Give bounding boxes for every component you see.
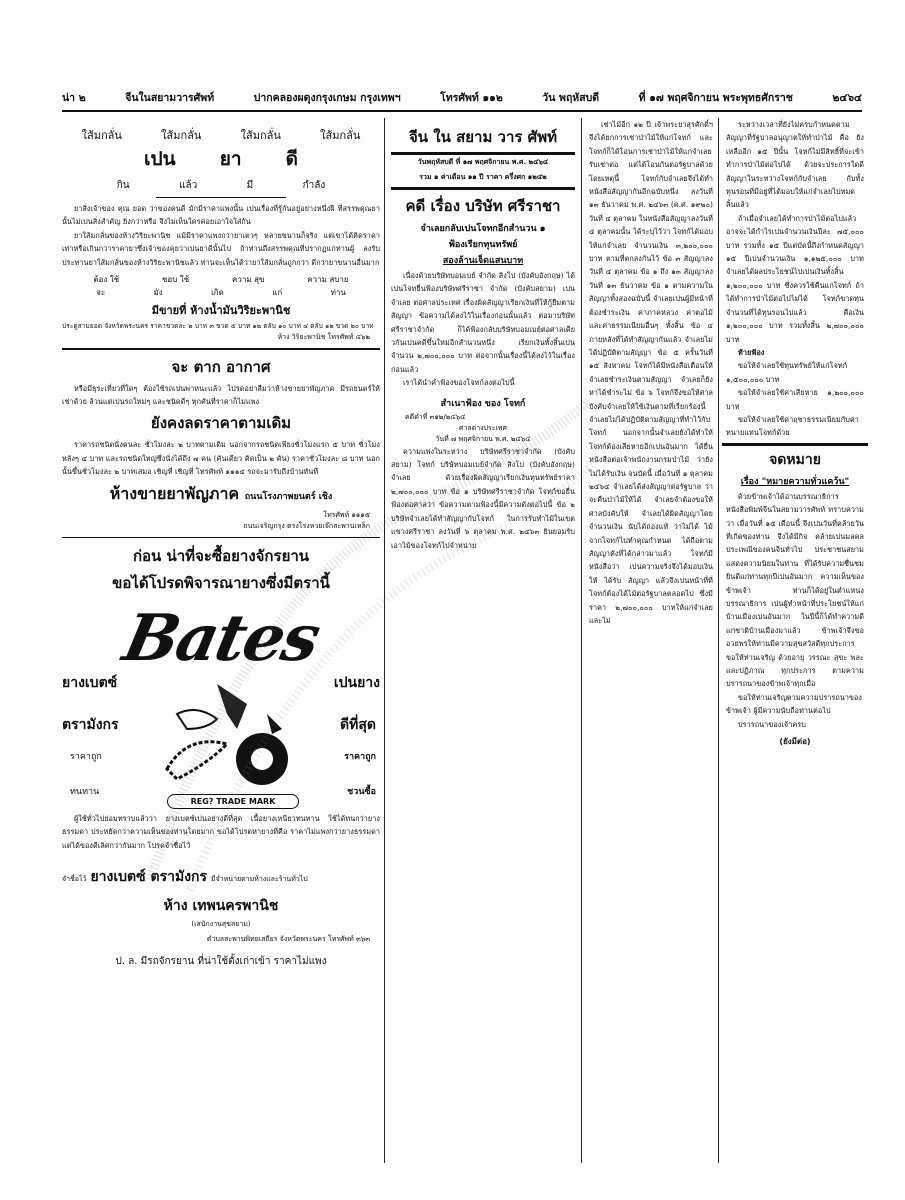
agent-name: ห้าง เทพนครพานิช (163, 898, 279, 915)
ad-right-text: ราคาถูก (344, 752, 376, 763)
ad-right-text: ดีที่สุด (340, 717, 376, 734)
divider (391, 152, 575, 155)
phone-number: โทรศัพท์ ๑๑๒ (440, 91, 503, 104)
story-body: ความแพ่งในระหว่าง บริษัทศรีราชาจำกัด (บังคับสยาม) โจทก์ บริษัทบอมเบย์จำกัด สิงโป (บังคับอังกฤษ) จำเลย ด้วยเรื่องผิดสัญญาเรียกเงินทุนทรัพย์ราคา ๒,๗๐๐,๐๐๐ บาท ข้อ ๑ บริษัทศรีราชาจำกัด โจทก์ขอยื่นฟ้องต่อศาลว่า ข้อความตามฟ้องนี้มีความดังต่อไปนี้ ข้อ ๒ บริษัทจำเลยได้ทำสัญญากับโจทก์ ในการรับทำไม้ในเขตแขวงศรีราชา ลงวันที่ ๖ ตุลาคม พ.ศ. ๒๔๖๓ ยินยอมรับเอาไม้ของโจทก์ไปจำหน่าย (391, 446, 575, 550)
ad-right-text: เปนยาง (333, 675, 380, 692)
issue-date: ที่ ๑๗ พฤศจิกายน พระพุทธศักราช (638, 91, 793, 104)
publisher-address: ปากคลองผดุงกรุงเกษม กรุงเทพฯ (253, 91, 401, 104)
ad-yaklan (62, 126, 380, 343)
ad-bates-tyres (62, 544, 380, 1064)
ad-body: หรือมีธุระเที่ยวที่ใดๆ ต้องใช้รถเปนพาหนะแล้ว โปรดอย่าลืมว่าห้างขายยาพัญภาค มีรถยนตร์ให้เช่าด้วย ล้วนแต่เปนรถใหม่ๆ และชนิดดีๆ ทุกคันที่ราคาก็ไม่แพง (62, 383, 380, 406)
brand-line: จำชื่อไว้ ยางเบตซ์ ตรามังกร มีจำหน่ายตามห้างและร้านทั่วไป (62, 869, 308, 886)
story-body: ระหว่างเวลาที่ยังไม่ครบกำหนดตามสัญญาที่รัฐบาลอนุญาตให้ทำป่าไม้ คือ ยังเหลืออีก ๑๕ ปีนั้น โจทก์ไม่มีสิทธิ์ที่จะเข้าทำการป่าไม้ต่อไปได้ ด้วยจะประการใดดี สัญญาในระหว่างโจทก์กับจำเลย กับทั้งทุนรอนที่มีอยู่ที่ได้มอบให้แก่จำเลยไปหมดสิ้นแล้ว ถ้าเมื่อจำเลยได้ทำการป่าไม้ต่อไปแล้ว อาจจะได้กำไรเปนจำนวนเงินปีละ ๗๕,๐๐๐ บาท รวมทั้ง ๑๕ ปีแต่บัดนี้ถึงกำหนดสัญญา ๑๕ ปีเปนจำนวนเงิน ๑,๑๒๕,๐๐๐ บาท จำเลยได้ผลประโยชน์ไปเปนเงินทั้งสิ้น ๑,๒๐๐,๐๐๐ บาท ซึ่งควรใช้คืนแก่โจทก์ ถ้าได้ทำการป่าไม้ต่อไปไม่ได้ โจทก์ขาดทุนจำนวนที่ได้ทุนรอนไปแล้ว คือเงิน ๑,๒๐๐,๐๐๐ บาท รวมทั้งสิ้น ๒,๗๐๐,๐๐๐ บาท ท้ายฟ้อง ขอให้จำเลยใช้ทุนทรัพย์ให้แก่โจทก์ ๑,๕๐๐,๐๐๐ บาท ขอให้จำเลยใช้ค่าเสียหาย ๑,๒๐๐,๐๐๐ บาท ขอให้จำเลยใช้ค่าฤชาธรรมเนียมกับค่าทนายแทนโจทก์ด้วย (726, 120, 864, 438)
issue-year: ๒๔๖๔ (832, 91, 862, 104)
story-body: เนื่องด้วยบริษัทบอมเบย์ จำกัด สิงโป (บังคับอังกฤษ) ได้เปนโจทยื่นฟ้องบริษัทศรีราชา จำกัด (บังคับสยาม) เปนจำเลย ต่อศาลประเทศ เรื่องผิดสัญญาเรียกเงินที่ให้กู้ยืมตามสัญญา ข้อความได้ลงไว้ในเรื่องก่อนนั้นแล้ว ต่อมาบริษัทศรีราชาจำกัด ก็ได้ฟ้องกลับบริษัทบอมเบย์ต่อศาลเดียวกันเปนคดีขึ้นใหม่อีกสำนวนหนึ่ง เรียกเงินทั้งสิ้นเปนจำนวน ๒,๗๐๐,๐๐๐ บาท ต่อจากนั้นเรื่องนี้ได้ลงไว้ในเรื่องก่อนแล้ว เราได้นำคำฟ้องของโจทก์ลงต่อไปนี้ (391, 271, 575, 388)
divider (722, 443, 868, 446)
ad-brand-text: ใส้มกลั่น (161, 129, 202, 142)
ad-line-1: ก่อน น่าที่จะซื้อยางจักรยาน (132, 547, 310, 566)
case-number: คดีดำที่ ๓๑๒/๒๔๖๔ (405, 412, 466, 421)
ad-line-2: ขอได้โปรดพิจารณายางซึ่งมีตรานี้ (112, 574, 330, 593)
paper-name: จีนในสยามวารศัพท์ (125, 91, 215, 104)
ad-footer: ป. ล. มีรถจักรยาน ที่น่าใช้ตั้งเก่าเข้า ราคาไม่แพง (115, 956, 327, 968)
story-continuation-column (584, 118, 719, 1163)
section-title: สำเนาฟ้อง ของ โจทก์ (440, 398, 526, 409)
ad-brand-text: ใส้มกลั่น (320, 129, 361, 142)
divider (156, 197, 286, 198)
ad-right-text: ชวนซื้อ (347, 787, 376, 798)
bates-logo: Bates (117, 601, 325, 677)
ad-car-rental (62, 355, 380, 532)
subheadline: ฟ้องเรียกทุนทรัพย์ (448, 240, 518, 250)
ad-left-text: ทนทาน (70, 787, 100, 798)
weekday: วัน พฤหัสบดี (542, 91, 600, 104)
ad-subline: กิน แล้ว มี กำลัง (116, 180, 326, 191)
ad-title: ยังคงลดราคาตามเดิม (150, 414, 292, 433)
shop-name: ห้างขายยาพัญภาค ถนนโรงภาพยนตร์ เชิง (109, 483, 333, 503)
subheadline: สองล้านเจ็ดแสนบาท (442, 256, 524, 266)
ad-left-text: ตรามังกร (62, 717, 119, 734)
shop-phone: โทรศัพท์ ๑๑๑๕ (323, 510, 370, 519)
ad-seller: มีขายที่ ห้างน้ำมันวิริยะพานิช (151, 304, 291, 318)
ad-contact: ห้าง วิริยะพานิช โทรศัพท์ ๔๖๒ (277, 333, 370, 342)
ad-body: ยาสิ่งเจ้าของ คุณ ยอด ว่าของคนดี มักมีราคาแพงนั้น เปนเรื่องที่รู้กันอยู่อย่างหนึ่งฝี ที่สรรพคุณยานั้นไม่เปนสิ่งสำคัญ ยิ่งกว่าหรือ จึงไม่เห็นใครค่อยเอาใจใส่กัน ยาใส้มกลั่นของห้างวิริยะพานิช แม้มีราคาแพงกว่ายาเตวๆ หลายขนานก็จริง แต่เขาได้คิดราคาเท่าหรือเกินกว่าราคายาซึ่งเจ้าของคุยว่าเปนยาดีนั้นไป ถ้าท่านถึงสรรพคุณที่ปรากฏแก่ท่านผู้ ลงรับประทานยาใส้มกลั่นของห้างวิริยะพานิชแล้ว ท่านจะเห็นได้ว่ายาใส้มกลั่นถูกกว่า ดีกว่ายาขนานอื่นมาก (62, 204, 380, 267)
dragon-tyre-icon (157, 674, 297, 794)
lead-headline: คดี เรื่อง บริษัท ศรีราชา (405, 197, 561, 215)
advertisement-column (62, 118, 380, 1163)
continued-label: (ยังมีต่อ) (779, 737, 811, 747)
letter-subject: เรื่อง "หมายความทั่วแคว้น" (740, 476, 850, 487)
ad-left-text: ราคาถูก (70, 752, 102, 763)
letter-title: จดหมาย (769, 451, 821, 468)
ad-headline: เปน ยา ดี (144, 148, 298, 170)
ad-left-text: ยางเบตซ์ (62, 675, 118, 692)
issue-price-line: รวม ๑ ค่าเดือน ๑๑ ปี ราคา ครึ่งศก ๑๒๔๒ (419, 173, 547, 181)
agent-sub: (เสนักงานสุขสยาม) (191, 920, 251, 929)
nameplate: จีน ใน สยาม วาร ศัพท์ (409, 128, 557, 146)
story-body: เช่าไม้อีก ๑๒ ปี เจ้าพระยาสุรศักดิ์ฯ จึงได้ยกการเช่าป่าไม้ให้แก่โจทก์ และโจทก์ก็ได้โอนการเช่าป่าไม้ให้แก่จำเลย รับเช่าต่อ แต่ได้โอนกันต่อรัฐบาลด้วย โดยเหตุนี้ โจทก์กับจำเลยจึงได้ทำหนังสือสัญญากันอีกฉบับหนึ่ง ลงวันที่ ๑๓ ธันวาคม พ.ศ. ๒๔๖๓ (ค.ศ. ๑๙๒๐) วันที่ ๔ ตุลาคม ในหนังสือสัญญาลงวันที่ ๔ ตุลาคมนั้น ได้ระบุไว้ว่า โจทก์ได้มอบให้แก่จำเลย จำนวนเงิน ๓,๒๐๐,๐๐๐ บาท ตามที่ตกลงกันไว้ ข้อ ๓ สัญญาลงวันที่ ๔ ตุลาคม ข้อ ๑ ถึง ๑๓ สัญญาลงวันที่ ๑๓ ธันวาคม ข้อ ๑ ตามความในสัญญาทั้งสองฉบับนี้ จำเลยเปนผู้มีหน้าที่ต้องชำระเงิน ค่าภาคหลวง ค่าตอไม้ และค่าธรรมเนียมอื่นๆ ทั้งสิ้น ข้อ ๔ ภายหลังที่ได้ทำสัญญากันแล้ว จำเลยไม่ได้ปฏิบัติตามสัญญา ข้อ ๕ ครั้นวันที่ ๑๕ สิงหาคม โจทก์ได้มีหนังสือเตือนให้จำเลยชำระเงินตามสัญญา จำเลยก็ยังหาได้ชำระไม่ ข้อ ๖ โจทก์จึงขอให้ศาลบังคับจำเลยให้ใช้เงินตามที่เรียกร้องนี้ จำเลยไม่ได้ปฏิบัติตามสัญญาที่ทำไว้กับโจทก์ นอกจากนั้นจำเลยยังได้ทำให้โจทก์ต้องเสียหายอีกเปนอันมาก ได้ยื่นหนังสือต่อเจ้าพนักงานกรมป่าไม้ ว่ายังไม่ได้รับเงิน จนบัดนี้ เมื่อวันที่ ๑ ตุลาคม ๒๔๖๔ จำเลยได้ส่งสัญญาต่อรัฐบาล ว่าจะคืนป่าไม้ให้ได้ จำเลยจำต้องขอให้ศาลบังคับให้ จำเลยได้ผิดสัญญาโดยจำนวนเงิน นับได้ถ่องแท้ ว่าไม่ได้ ไม้ จากโจทก์ไปทำคุณกำหนด ได้ถือตามสัญญาดังที่ได้กล่าวมาแล้ว โจทก์มีหนังสือว่า เปนความจริงจึงได้มอบเงินให้ ได้รับ สัญญา แล้วจึงเปนหน้าที่ที่โจทก์ต้องได้ไม้ต่อรัฐบาลตลอดไป ซึ่งมีราคา ๒,๗๐๐,๐๐๐ บาทให้แก่จำเลย และไม่ (589, 120, 713, 626)
case-date: วันที่ ๗ พฤศจิกายน พ.ศ. ๒๔๖๔ (435, 434, 531, 443)
ad-body: ผู้ใช้ทั่วไปย่อมทราบแล้วว่า ยางเบตซ์เปนอย่างดีที่สุด เนื้อยางเหนียวทนทาน ใช้ได้ทนกว่ายางธรรมดา ประหยัดกว่าความเห็นของท่านโดยมาก ขอได้โปรดหายางที่คือ ราคาไม่แพงกว่ายางธรรมดา แต่ได้ของดีเลิศกว่ากันมาก โปรดจำชื่อไว้ (62, 814, 380, 850)
trademark-badge: REG? TRADE MARK (167, 794, 299, 809)
ad-title: จะ ตาก อากาศ (171, 357, 271, 376)
issue-date-line: วันพฤหัสบดี ที่ ๑๗ พฤศจิกายน พ.ศ. ๒๔๖๔ (417, 158, 549, 166)
subheadline: จำเลยกลับเปนโจทกอีกสำนวน ๑ (420, 224, 546, 234)
ad-price: ประตูสามยอด จังหวัดพระนคร ราคาขวดละ ๒ บาท ๓ ขวด ๕ บาท ๑๒ ตลับ ๑๐ บาท ๔ ตลับ ๑๒ ขวด ๒๐ บาท (62, 322, 374, 331)
shop-address: ถนนเจริญกรุง ตรงโรงหวยเจ๊กสะพานเหล็ก (243, 521, 370, 530)
page-number: น่า ๒ (62, 91, 86, 104)
ad-brand-text: ใส้มกลั่น (240, 129, 281, 142)
header-rule (62, 110, 862, 112)
lead-story-column (384, 118, 582, 1163)
ad-benefits: ต้อง ใช้ ชอบ ใช้ ความ สุข ความ สบาย (93, 275, 349, 285)
page-header (62, 88, 862, 106)
divider (62, 348, 380, 350)
divider (391, 187, 575, 190)
agent-address: ตำบลสะพานพิทยเสถียร จังหวัดพระนคร โทรศัพท์ ๓๖๓ (206, 935, 370, 944)
ad-benefits-2: จะ มัง เกิด แก่ ท่าน (96, 288, 346, 298)
right-column (722, 118, 868, 1163)
ad-body: ราคารถชนิดนั่งคนละ ชั่วโมงละ ๒ บาทตามเดิม นอกจากรถชนิดเพียงชั่วโมงแรก ๕ บาท ชั่วโมงหลังๆ ๔ บาท และรถชนิดใหญ่ซึ่งนั่งได้ถึง ๗ คน (คันเดียว คิดเป็น ๒ คัน) ราคาชั่วโมงละ ๘ บาท นอกนั้นขึ้นชั่วโมงละ ๒ บาทเสมอ เชิญที่ เชิญที่ โทรศัพท์ ๑๑๑๔ รถจะมารับถึงบ้านทันที (62, 440, 380, 477)
divider (62, 537, 380, 539)
court-name: ศาลต่างประเทศ (459, 423, 507, 432)
letter-body: ด้วยข้าพเจ้าได้อ่านบรรณาธิการหนังสือพิมพ์จีนในสยามวารศัพท์ ทราบความว่า เมื่อวันที่ ๑๕ เดือนนี้ จึงเปนวันที่คล้ายวันที่เกิดของท่าน จึงได้มีกิจ คล้ายเปนมลคลประเพณีของคนจีนทั่วไป ประชาชนสยามแสดงความนิยมในท่าน ที่ได้รับความชื่นชมยินดีแก่ท่านทุกปีเปนอันมาก ความเห็นของข้าพเจ้า ท่านก็ได้อยู่ในตำแหน่งบรรณาธิการ เปนผู้ทำหน้าที่ประโยชน์ให้แก่บ้านเมืองเปนอันมาก ในปีนี้ก็ได้ทำความดีแก่ชาติบ้านเมืองมาแล้ว ข้าพเจ้าจึงขออวยพรให้ท่านมีความสุขสวัสดีทุกประการ ขอให้ท่านเจริญ ด้วยอายุ วรรณะ สุขะ พละ และปฏิภาณ ทุกประการ ตามความปรารถนาของข้าพเจ้าทุกเมื่อ ขอให้ท่านเจริญตามความปรารถนาของข้าพเจ้า ผู้มีความนับถือท่านต่อไป ปรารถนาของเจ้าครบ (726, 491, 864, 729)
ad-brand-text: ใส้มกลั่น (81, 129, 122, 142)
